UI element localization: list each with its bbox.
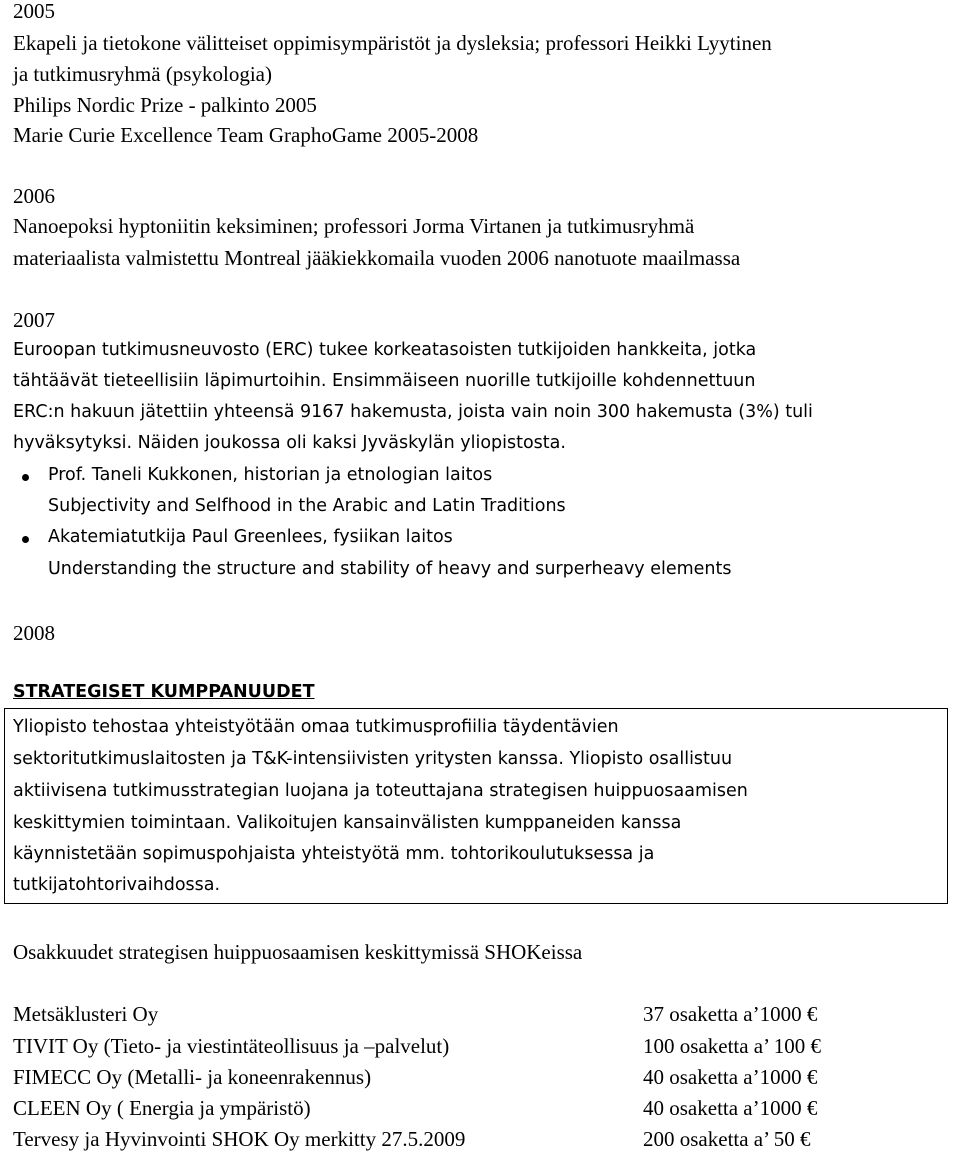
text-line: ja tutkimusryhmä (psykologia): [13, 62, 272, 86]
bullet-item-topic: Subjectivity and Selfhood in the Arabic and Latin Traditions: [48, 496, 566, 516]
text-line: materiaalista valmistettu Montreal jääkiekkomaila vuoden 2006 nanotuote maailmassa: [13, 246, 741, 270]
text-line: ERC:n hakuun jätettiin yhteensä 9167 hakemusta, joista vain noin 300 hakemusta (3%) tuli: [13, 402, 813, 422]
share-company: TIVIT Oy (Tieto- ja viestintäteollisuus ja –palvelut): [13, 1034, 450, 1058]
share-amount: 100 osaketta a’ 100 €: [643, 1034, 822, 1058]
section-heading: STRATEGISET KUMPPANUUDET: [13, 682, 315, 702]
bullet-icon: [22, 536, 29, 543]
text-line: keskittymien toimintaan. Valikoitujen kansainvälisten kumppaneiden kanssa: [13, 813, 682, 833]
text-line: sektoritutkimuslaitosten ja T&K-intensiivisten yritysten kanssa. Yliopisto osallistuu: [13, 749, 733, 769]
year-2008: 2008: [13, 621, 55, 645]
text-line: Yliopisto tehostaa yhteistyötään omaa tutkimusprofiilia täydentävien: [13, 717, 619, 737]
text-line: Philips Nordic Prize - palkinto 2005: [13, 93, 317, 117]
year-2005: 2005: [13, 0, 55, 23]
share-company: Metsäklusteri Oy: [13, 1002, 159, 1026]
year-2006: 2006: [13, 184, 55, 208]
text-line: aktiivisena tutkimusstrategian luojana ja toteuttajana strategisen huippuosaamisen: [13, 781, 748, 801]
text-line: hyväksytyksi. Näiden joukossa oli kaksi Jyväskylän yliopistosta.: [13, 433, 566, 453]
bullet-item-name: Akatemiatutkija Paul Greenlees, fysiikan laitos: [48, 527, 453, 547]
bullet-icon: [22, 474, 29, 481]
text-line: tähtäävät tieteellisiin läpimurtoihin. Ensimmäiseen nuorille tutkijoille kohdennettuun: [13, 371, 756, 391]
share-company: FIMECC Oy (Metalli- ja koneenrakennus): [13, 1065, 372, 1089]
text-line: Ekapeli ja tietokone välitteiset oppimisympäristöt ja dysleksia; professori Heikki Lyytinen: [13, 31, 772, 55]
text-line: käynnistetään sopimuspohjaista yhteistyötä mm. tohtorikoulutuksessa ja: [13, 844, 655, 864]
bullet-item-name: Prof. Taneli Kukkonen, historian ja etnologian laitos: [48, 465, 493, 485]
text-line: Marie Curie Excellence Team GraphoGame 2005-2008: [13, 123, 479, 147]
text-line: Euroopan tutkimusneuvosto (ERC) tukee korkeatasoisten tutkijoiden hankkeita, jotka: [13, 340, 757, 360]
share-amount: 37 osaketta a’1000 €: [643, 1002, 818, 1026]
year-2007: 2007: [13, 308, 55, 332]
share-amount: 200 osaketta a’ 50 €: [643, 1127, 811, 1151]
shares-title: Osakkuudet strategisen huippuosaamisen keskittymissä SHOKeissa: [13, 940, 583, 964]
share-amount: 40 osaketta a’1000 €: [643, 1096, 818, 1120]
share-company: CLEEN Oy ( Energia ja ympäristö): [13, 1096, 311, 1120]
text-line: tutkijatohtorivaihdossa.: [13, 875, 221, 895]
share-company: Tervesy ja Hyvinvointi SHOK Oy merkitty 27.5.2009: [13, 1127, 466, 1151]
bullet-item-topic: Understanding the structure and stability of heavy and surperheavy elements: [48, 559, 732, 579]
text-line: Nanoepoksi hyptoniitin keksiminen; professori Jorma Virtanen ja tutkimusryhmä: [13, 214, 695, 238]
share-amount: 40 osaketta a’1000 €: [643, 1065, 818, 1089]
